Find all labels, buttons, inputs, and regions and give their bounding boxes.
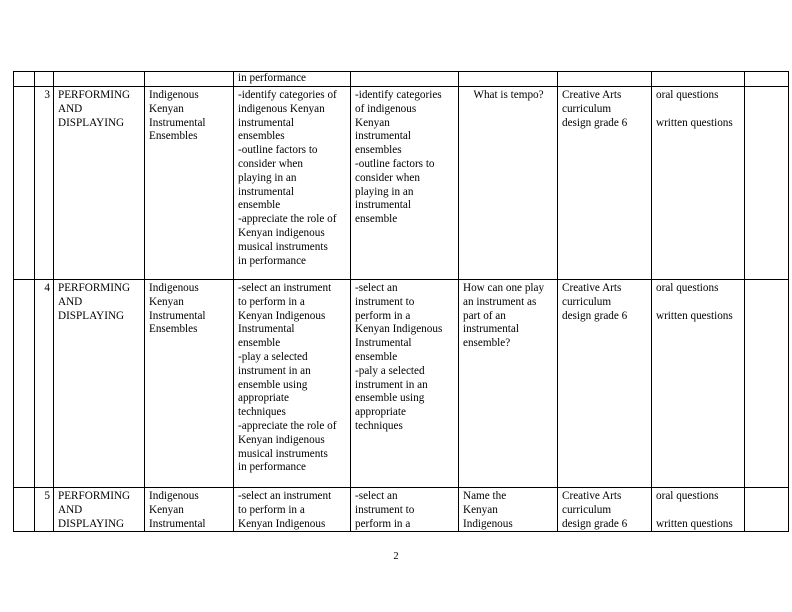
learning-outcomes-cell [234, 87, 351, 280]
cell-line: Kenyan indigenous [238, 433, 325, 446]
cell-line: of indigenous [355, 102, 417, 115]
cell-line: Creative Arts [562, 282, 622, 294]
cell-line: oral questions [656, 89, 719, 101]
cell-line: -appreciate the role of [238, 213, 337, 226]
cell-line: ensemble using [355, 392, 425, 405]
table-row [14, 280, 789, 488]
assessment-cell [652, 72, 745, 87]
reflection-cell [745, 488, 789, 532]
cell-line: Kenyan Indigenous [355, 323, 443, 336]
cell-line: -select an instrument [238, 282, 332, 294]
week-cell [14, 87, 35, 280]
lesson-cell: 3 [35, 87, 54, 280]
cell-line: playing in an [238, 171, 297, 184]
cell-line: musical instruments [238, 240, 328, 253]
cell-line: musical instruments [238, 447, 328, 460]
cell-line: consider when [238, 157, 303, 170]
cell-line: DISPLAYING [58, 116, 125, 129]
cell-line: DISPLAYING [58, 309, 125, 322]
lesson-cell [35, 72, 54, 87]
cell-line: instrumental [355, 199, 411, 212]
cell-line: Kenyan Indigenous [238, 517, 326, 530]
cell-line: Name the [463, 490, 507, 502]
cell-line: curriculum [562, 503, 612, 516]
cell-line: curriculum [562, 102, 612, 115]
cell-line: in performance [238, 72, 307, 84]
cell-line: -identify categories of [238, 89, 337, 101]
cell-line [656, 103, 741, 117]
cell-line: Indigenous [463, 517, 513, 530]
cell-line: Kenyan [149, 102, 184, 115]
cell-line: ensemble? [463, 337, 511, 350]
cell-line: Kenyan [149, 503, 184, 516]
cell-line: -select an [355, 490, 398, 502]
cell-line: Kenyan [463, 503, 498, 516]
learning-experiences-cell [351, 72, 459, 87]
strand-cell [54, 488, 145, 532]
cell-line: ensemble [238, 199, 281, 212]
key-inquiry-cell [459, 87, 558, 280]
cell-line: What is tempo? [473, 89, 544, 101]
cell-line: Indigenous [149, 490, 199, 502]
cell-line: in performance [238, 461, 307, 474]
cell-line: design grade 6 [562, 309, 628, 322]
assessment-cell [652, 280, 745, 488]
cell-line: instrumental [238, 185, 294, 198]
cell-line: instrument in an [238, 364, 311, 377]
cell-line: Kenyan indigenous [238, 226, 325, 239]
cell-line: to perform in a [238, 503, 305, 516]
sub-strand-cell [145, 87, 234, 280]
cell-line: Indigenous [149, 282, 199, 294]
cell-line: playing in an [355, 185, 414, 198]
cell-line: Creative Arts [562, 89, 622, 101]
cell-line: Ensembles [149, 130, 198, 143]
cell-line: Instrumental [238, 323, 295, 336]
cell-line: instrument to [355, 503, 415, 516]
cell-line: Kenyan [355, 116, 390, 129]
cell-line: -select an instrument [238, 490, 332, 502]
cell-line: ensembles [355, 144, 402, 157]
learning-resources-cell [558, 488, 652, 532]
sub-strand-cell [145, 488, 234, 532]
key-inquiry-cell [459, 488, 558, 532]
cell-line: techniques [355, 419, 403, 432]
cell-line: PERFORMING [58, 282, 131, 294]
cell-line: instrument to [355, 295, 415, 308]
cell-line: curriculum [562, 295, 612, 308]
reflection-cell [745, 72, 789, 87]
week-cell [14, 280, 35, 488]
cell-line: ensembles [238, 130, 285, 143]
cell-line: perform in a [355, 309, 411, 322]
cell-line: -outline factors to [238, 144, 318, 157]
learning-resources-cell [558, 280, 652, 488]
cell-line: -appreciate the role of [238, 419, 337, 432]
assessment-cell [652, 488, 745, 532]
learning-resources-cell [558, 87, 652, 280]
learning-outcomes-cell [234, 72, 351, 87]
cell-line: ensemble [355, 350, 398, 363]
table-row [14, 87, 789, 280]
cell-line: instrumental [238, 116, 294, 129]
cell-line: -identify categories [355, 89, 442, 101]
sub-strand-cell [145, 280, 234, 488]
cell-line: oral questions [656, 490, 719, 502]
learning-experiences-cell [351, 488, 459, 532]
reflection-cell [745, 87, 789, 280]
cell-line: -paly a selected [355, 364, 425, 377]
assessment-cell [652, 87, 745, 280]
learning-outcomes-cell [234, 280, 351, 488]
cell-line: Kenyan [149, 295, 184, 308]
cell-line: AND [58, 503, 83, 516]
cell-line: ensemble [238, 337, 281, 350]
cell-line: instrumental [463, 323, 519, 336]
cell-line: in performance [238, 254, 307, 267]
cell-line: written questions [656, 116, 733, 129]
cell-line: -play a selected [238, 350, 308, 363]
cell-line: AND [58, 295, 83, 308]
cell-line: Kenyan Indigenous [238, 309, 326, 322]
cell-line: an instrument as [463, 295, 537, 308]
cell-line: DISPLAYING [58, 517, 125, 530]
cell-line: Indigenous [149, 89, 199, 101]
cell-line: ensemble using [238, 378, 308, 391]
cell-line: appropriate [238, 392, 289, 405]
page-number: 2 [393, 551, 399, 562]
learning-experiences-cell [351, 87, 459, 280]
cell-line: Instrumental [355, 337, 412, 350]
week-cell [14, 488, 35, 532]
table-row [14, 488, 789, 532]
key-inquiry-cell [459, 280, 558, 488]
table-row [14, 72, 789, 87]
cell-line: Creative Arts [562, 490, 622, 502]
cell-line: to perform in a [238, 295, 305, 308]
cell-line: techniques [238, 406, 286, 419]
cell-line: design grade 6 [562, 116, 628, 129]
cell-line: ensemble [355, 213, 398, 226]
scheme-of-work-table [13, 71, 789, 532]
learning-outcomes-cell [234, 488, 351, 532]
sub-strand-cell [145, 72, 234, 87]
cell-line: -select an [355, 282, 398, 294]
cell-line: -outline factors to [355, 157, 435, 170]
cell-line: perform in a [355, 517, 411, 530]
lesson-cell: 5 [35, 488, 54, 532]
cell-line: Instrumental [149, 309, 206, 322]
cell-line: design grade 6 [562, 517, 628, 530]
cell-line: written questions [656, 517, 733, 530]
cell-line: Instrumental [149, 517, 206, 530]
cell-line: appropriate [355, 406, 406, 419]
cell-line: Instrumental [149, 116, 206, 129]
week-cell [14, 72, 35, 87]
cell-line: consider when [355, 171, 420, 184]
strand-cell [54, 72, 145, 87]
cell-line: written questions [656, 309, 733, 322]
cell-line: PERFORMING [58, 89, 131, 101]
cell-line: instrumental [355, 130, 411, 143]
cell-line: oral questions [656, 282, 719, 294]
learning-experiences-cell [351, 280, 459, 488]
table-body [14, 72, 789, 532]
key-inquiry-cell [459, 72, 558, 87]
cell-line: AND [58, 102, 83, 115]
cell-line: instrument in an [355, 378, 428, 391]
strand-cell [54, 280, 145, 488]
strand-cell [54, 87, 145, 280]
lesson-cell: 4 [35, 280, 54, 488]
cell-line: indigenous Kenyan [238, 102, 325, 115]
cell-line: Ensembles [149, 323, 198, 336]
cell-line: part of an [463, 309, 506, 322]
cell-line: How can one play [463, 282, 545, 294]
cell-line [656, 504, 741, 518]
cell-line [656, 296, 741, 310]
cell-line: PERFORMING [58, 490, 131, 502]
reflection-cell [745, 280, 789, 488]
learning-resources-cell [558, 72, 652, 87]
